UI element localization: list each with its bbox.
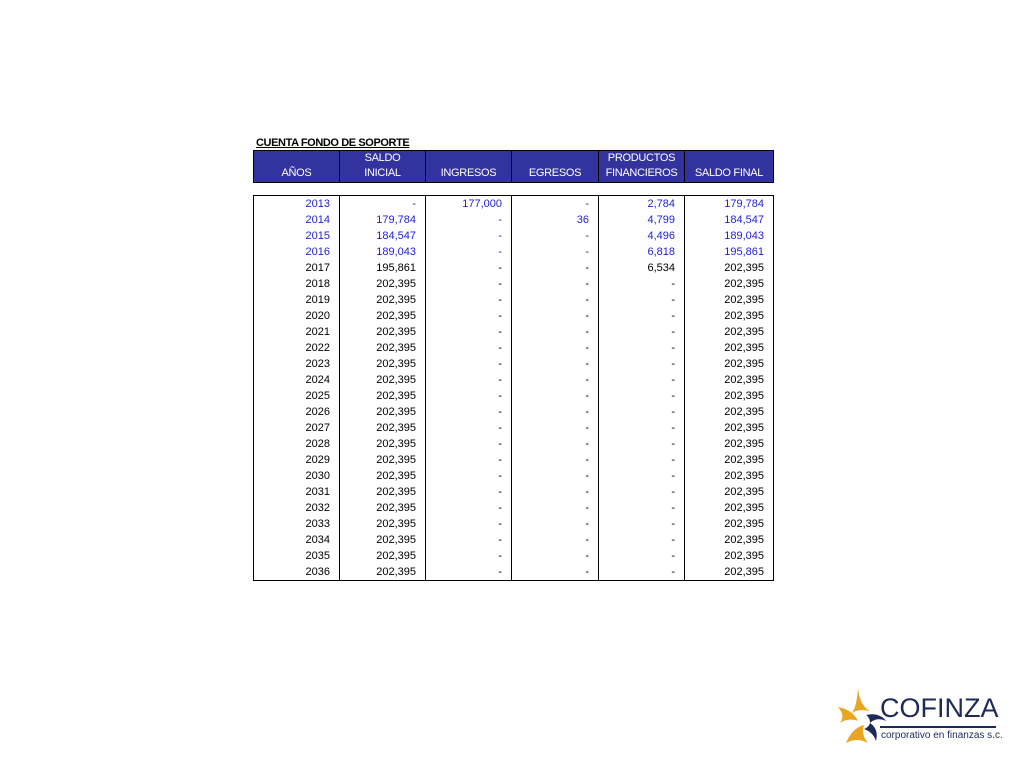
- cell-initial-balance: 184,547: [340, 228, 426, 244]
- cell-initial-balance: 202,395: [340, 420, 426, 436]
- cell-final-balance: 202,395: [685, 308, 774, 324]
- cell-final-balance: 202,395: [685, 532, 774, 548]
- cell-income: -: [426, 276, 512, 292]
- cell-final-balance: 202,395: [685, 372, 774, 388]
- table-row: [254, 404, 774, 420]
- cell-final-balance: 202,395: [685, 420, 774, 436]
- cell-year: 2030: [254, 468, 340, 484]
- table-row: [254, 468, 774, 484]
- cell-initial-balance: 202,395: [340, 308, 426, 324]
- cell-financial-products: 6,818: [599, 244, 685, 260]
- cell-final-balance: 202,395: [685, 548, 774, 564]
- cell-financial-products: -: [599, 484, 685, 500]
- cell-year: 2027: [254, 420, 340, 436]
- cell-year: 2019: [254, 292, 340, 308]
- cell-year: 2013: [254, 196, 340, 213]
- cell-expenses: -: [512, 564, 599, 581]
- cell-final-balance: 202,395: [685, 292, 774, 308]
- cell-expenses: -: [512, 404, 599, 420]
- cell-year: 2017: [254, 260, 340, 276]
- cell-expenses: -: [512, 228, 599, 244]
- cell-financial-products: -: [599, 356, 685, 372]
- cell-year: 2029: [254, 452, 340, 468]
- cell-initial-balance: 202,395: [340, 436, 426, 452]
- cell-year: 2028: [254, 436, 340, 452]
- cell-financial-products: -: [599, 452, 685, 468]
- cell-financial-products: -: [599, 308, 685, 324]
- cell-expenses: -: [512, 548, 599, 564]
- header-years: AÑOS: [254, 151, 340, 183]
- header-final-balance: SALDO FINAL: [685, 151, 774, 183]
- cell-income: -: [426, 468, 512, 484]
- cell-year: 2021: [254, 324, 340, 340]
- cell-expenses: -: [512, 516, 599, 532]
- cell-final-balance: 202,395: [685, 484, 774, 500]
- cofinza-logo: [836, 685, 1006, 757]
- cell-financial-products: -: [599, 372, 685, 388]
- cell-expenses: -: [512, 260, 599, 276]
- cell-year: 2035: [254, 548, 340, 564]
- cell-initial-balance: 202,395: [340, 468, 426, 484]
- cell-year: 2018: [254, 276, 340, 292]
- cell-final-balance: 202,395: [685, 260, 774, 276]
- cell-final-balance: 189,043: [685, 228, 774, 244]
- cell-expenses: -: [512, 196, 599, 213]
- table-row: [254, 340, 774, 356]
- cell-income: -: [426, 244, 512, 260]
- cell-initial-balance: 202,395: [340, 340, 426, 356]
- cell-initial-balance: -: [340, 196, 426, 213]
- cell-initial-balance: 202,395: [340, 500, 426, 516]
- cell-expenses: -: [512, 532, 599, 548]
- cell-initial-balance: 179,784: [340, 212, 426, 228]
- cell-expenses: -: [512, 324, 599, 340]
- cell-expenses: 36: [512, 212, 599, 228]
- cell-financial-products: -: [599, 292, 685, 308]
- logo-wordmark: COFINZA: [880, 693, 999, 723]
- table-row: [254, 548, 774, 564]
- cell-income: -: [426, 484, 512, 500]
- cell-income: -: [426, 564, 512, 581]
- cell-year: 2032: [254, 500, 340, 516]
- cell-expenses: -: [512, 308, 599, 324]
- table-row: [254, 388, 774, 404]
- cell-initial-balance: 202,395: [340, 372, 426, 388]
- table-row: [254, 212, 774, 228]
- cell-financial-products: -: [599, 548, 685, 564]
- spacer-row: [254, 183, 774, 196]
- cell-year: 2022: [254, 340, 340, 356]
- cell-initial-balance: 202,395: [340, 484, 426, 500]
- cell-financial-products: -: [599, 564, 685, 581]
- cell-year: 2036: [254, 564, 340, 581]
- table-row: [254, 484, 774, 500]
- cell-financial-products: -: [599, 324, 685, 340]
- cell-final-balance: 202,395: [685, 436, 774, 452]
- cell-expenses: -: [512, 388, 599, 404]
- cell-financial-products: -: [599, 516, 685, 532]
- cell-expenses: -: [512, 420, 599, 436]
- cell-income: -: [426, 420, 512, 436]
- table-row: [254, 452, 774, 468]
- cell-year: 2024: [254, 372, 340, 388]
- cell-initial-balance: 202,395: [340, 292, 426, 308]
- table-row: [254, 196, 774, 213]
- cell-expenses: -: [512, 340, 599, 356]
- cell-year: 2016: [254, 244, 340, 260]
- cell-initial-balance: 202,395: [340, 388, 426, 404]
- cell-financial-products: -: [599, 340, 685, 356]
- header-financial-products: PRODUCTOS FINANCIEROS: [599, 151, 685, 183]
- cell-final-balance: 195,861: [685, 244, 774, 260]
- header-initial-balance: SALDO INICIAL: [340, 151, 426, 183]
- table-row: [254, 228, 774, 244]
- cell-income: -: [426, 436, 512, 452]
- cell-financial-products: -: [599, 436, 685, 452]
- cell-financial-products: 4,496: [599, 228, 685, 244]
- cell-year: 2026: [254, 404, 340, 420]
- cell-expenses: -: [512, 244, 599, 260]
- cell-initial-balance: 202,395: [340, 276, 426, 292]
- header-row: [254, 151, 774, 183]
- cell-year: 2031: [254, 484, 340, 500]
- cell-year: 2020: [254, 308, 340, 324]
- cell-year: 2014: [254, 212, 340, 228]
- cell-income: -: [426, 308, 512, 324]
- cell-expenses: -: [512, 372, 599, 388]
- cell-income: 177,000: [426, 196, 512, 213]
- cell-final-balance: 202,395: [685, 388, 774, 404]
- cell-financial-products: 6,534: [599, 260, 685, 276]
- cell-financial-products: -: [599, 388, 685, 404]
- table-row: [254, 292, 774, 308]
- cell-initial-balance: 202,395: [340, 356, 426, 372]
- cell-final-balance: 202,395: [685, 356, 774, 372]
- cell-income: -: [426, 212, 512, 228]
- table-row: [254, 308, 774, 324]
- cell-initial-balance: 202,395: [340, 548, 426, 564]
- table-row: [254, 356, 774, 372]
- fund-account-sheet: [253, 136, 773, 581]
- cell-year: 2023: [254, 356, 340, 372]
- cell-final-balance: 202,395: [685, 276, 774, 292]
- header-expenses: EGRESOS: [512, 151, 599, 183]
- cell-expenses: -: [512, 356, 599, 372]
- cell-financial-products: 2,784: [599, 196, 685, 213]
- cell-income: -: [426, 500, 512, 516]
- cell-final-balance: 202,395: [685, 516, 774, 532]
- cell-income: -: [426, 548, 512, 564]
- cell-initial-balance: 202,395: [340, 452, 426, 468]
- table-row: [254, 244, 774, 260]
- cell-financial-products: 4,799: [599, 212, 685, 228]
- cell-income: -: [426, 388, 512, 404]
- cell-expenses: -: [512, 292, 599, 308]
- cell-income: -: [426, 356, 512, 372]
- table-row: [254, 260, 774, 276]
- table-row: [254, 324, 774, 340]
- cell-income: -: [426, 260, 512, 276]
- cell-final-balance: 202,395: [685, 500, 774, 516]
- cell-initial-balance: 202,395: [340, 532, 426, 548]
- table-row: [254, 564, 774, 581]
- cell-expenses: -: [512, 436, 599, 452]
- cell-income: -: [426, 228, 512, 244]
- cell-income: -: [426, 292, 512, 308]
- cell-expenses: -: [512, 468, 599, 484]
- cell-expenses: -: [512, 500, 599, 516]
- table-row: [254, 436, 774, 452]
- logo-tagline: corporativo en finanzas s.c.: [881, 730, 1003, 741]
- fund-table: [253, 150, 774, 581]
- cell-year: 2034: [254, 532, 340, 548]
- cell-initial-balance: 202,395: [340, 324, 426, 340]
- cell-final-balance: 179,784: [685, 196, 774, 213]
- cell-income: -: [426, 452, 512, 468]
- cell-income: -: [426, 324, 512, 340]
- cell-final-balance: 184,547: [685, 212, 774, 228]
- cell-financial-products: -: [599, 532, 685, 548]
- cell-final-balance: 202,395: [685, 468, 774, 484]
- cell-financial-products: -: [599, 500, 685, 516]
- table-row: [254, 276, 774, 292]
- cell-income: -: [426, 372, 512, 388]
- table-row: [254, 516, 774, 532]
- table-row: [254, 500, 774, 516]
- cell-income: -: [426, 340, 512, 356]
- table-body: [254, 196, 774, 581]
- table-row: [254, 420, 774, 436]
- logo-divider: [880, 726, 996, 728]
- cell-expenses: -: [512, 276, 599, 292]
- cell-final-balance: 202,395: [685, 340, 774, 356]
- cell-income: -: [426, 404, 512, 420]
- cell-final-balance: 202,395: [685, 452, 774, 468]
- cell-final-balance: 202,395: [685, 564, 774, 581]
- header-income: INGRESOS: [426, 151, 512, 183]
- cell-initial-balance: 202,395: [340, 564, 426, 581]
- cell-year: 2015: [254, 228, 340, 244]
- table-row: [254, 532, 774, 548]
- cell-financial-products: -: [599, 404, 685, 420]
- cell-year: 2025: [254, 388, 340, 404]
- cell-financial-products: -: [599, 468, 685, 484]
- cell-income: -: [426, 516, 512, 532]
- cell-income: -: [426, 532, 512, 548]
- cell-year: 2033: [254, 516, 340, 532]
- table-row: [254, 372, 774, 388]
- cell-initial-balance: 202,395: [340, 404, 426, 420]
- cell-expenses: -: [512, 484, 599, 500]
- cell-initial-balance: 189,043: [340, 244, 426, 260]
- table-title: CUENTA FONDO DE SOPORTE: [256, 137, 410, 149]
- cell-final-balance: 202,395: [685, 324, 774, 340]
- cell-initial-balance: 202,395: [340, 516, 426, 532]
- cell-financial-products: -: [599, 420, 685, 436]
- cell-financial-products: -: [599, 276, 685, 292]
- cell-final-balance: 202,395: [685, 404, 774, 420]
- cell-expenses: -: [512, 452, 599, 468]
- cell-initial-balance: 195,861: [340, 260, 426, 276]
